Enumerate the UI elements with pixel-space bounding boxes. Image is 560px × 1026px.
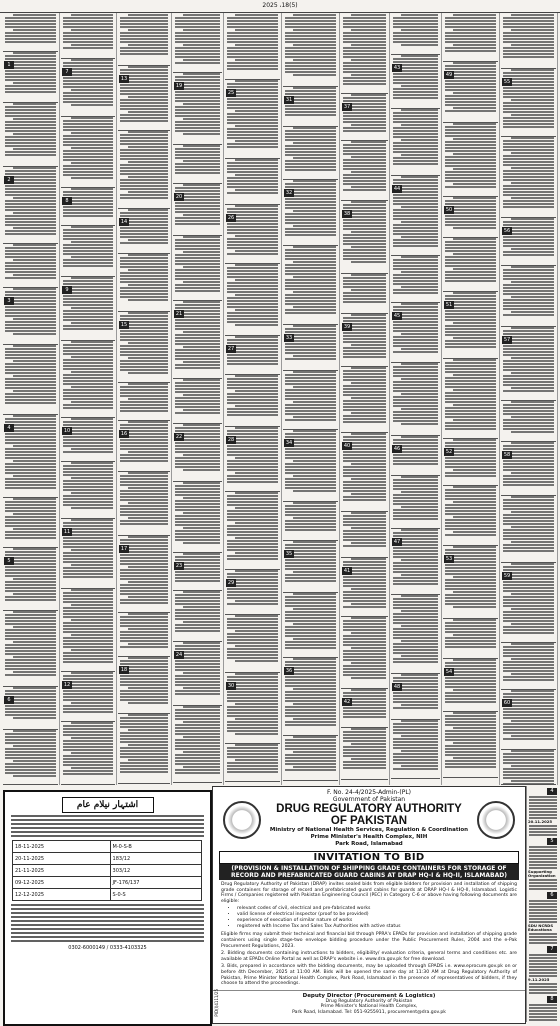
notice-number: 43 bbox=[393, 65, 401, 71]
notice-block bbox=[443, 196, 498, 238]
notice-block bbox=[341, 557, 388, 617]
notice-number: 14 bbox=[120, 219, 128, 225]
notice-block bbox=[283, 86, 338, 127]
notice-column bbox=[60, 13, 117, 785]
notice-block bbox=[443, 122, 498, 197]
notice-block bbox=[173, 590, 222, 642]
notice-block bbox=[225, 614, 280, 673]
notice-number: 60 bbox=[503, 700, 511, 706]
tender-para-eligible: Eligible firms may submit their technical and financial bid through PPRA's EPADs for provision and installation of shipping grade containers using single stage-two envelope bidding procedure under the Public Procurement Rules, 2004 and the e-Pak Procurement Regulations, 2023. bbox=[221, 932, 517, 949]
notice-block bbox=[225, 374, 280, 427]
notice-number: 54 bbox=[445, 669, 453, 675]
auction-date: 12-12-2025 bbox=[13, 889, 111, 901]
notice-block bbox=[501, 495, 556, 563]
notice-block bbox=[61, 116, 115, 188]
notice-block bbox=[341, 140, 388, 201]
notice-number: 11 bbox=[63, 529, 71, 535]
notice-number: 3 bbox=[4, 297, 14, 305]
notice-number: 9 bbox=[62, 286, 72, 294]
notice-block bbox=[341, 727, 388, 780]
notice-number: 29 bbox=[227, 580, 235, 586]
notice-block bbox=[391, 594, 440, 674]
notice-block bbox=[118, 713, 170, 784]
tender-road: Park Road, Islamabad bbox=[335, 841, 403, 847]
notice-block bbox=[3, 243, 58, 288]
tender-pid: PID(I)4111/25 bbox=[214, 989, 219, 1017]
notice-block bbox=[443, 438, 498, 486]
tender-bullet: • valid license of electrical inspector (proof to be provided) bbox=[237, 912, 525, 918]
notice-block bbox=[3, 610, 58, 687]
notice-number: 50 bbox=[445, 207, 453, 213]
tender-org-line2: OF PAKISTAN bbox=[330, 815, 408, 827]
notice-number: 21 bbox=[175, 311, 183, 317]
notice-column bbox=[500, 13, 558, 785]
notice-number: 20 bbox=[175, 194, 183, 200]
notice-block bbox=[118, 382, 170, 421]
notice-number: 19 bbox=[175, 83, 183, 89]
notice-number: 10 bbox=[63, 428, 71, 434]
notice-block bbox=[283, 126, 338, 180]
notice-block bbox=[283, 370, 338, 430]
notice-number: 24 bbox=[175, 652, 183, 658]
tender-complex: Prime Minister's Health Complex, NIH bbox=[310, 834, 428, 840]
notice-block bbox=[443, 237, 498, 292]
notice-number: 33 bbox=[285, 335, 293, 341]
auction-date: 09-12-2025 bbox=[13, 877, 111, 889]
notice-block bbox=[283, 13, 338, 87]
notice-column bbox=[390, 13, 442, 785]
notice-block bbox=[501, 441, 556, 496]
notice-number: 39 bbox=[343, 324, 351, 330]
notice-number: 25 bbox=[227, 90, 235, 96]
auction-row bbox=[13, 877, 202, 889]
notice-block bbox=[61, 187, 115, 226]
tender-contact-addr: Park Road, Islamabad. Tel: 051-9255911, procurement@dra.gov.pk bbox=[292, 1009, 446, 1015]
notice-block bbox=[61, 58, 115, 117]
notice-block bbox=[501, 749, 556, 785]
notice-block bbox=[118, 471, 170, 536]
notice-number: 48 bbox=[393, 684, 401, 690]
notice-number: 56 bbox=[503, 228, 511, 234]
notice-block bbox=[391, 362, 440, 436]
notice-number: 13 bbox=[120, 76, 128, 82]
tender-contact-title: Deputy Director (Procurement & Logistics) bbox=[213, 990, 525, 999]
pakistan-emblem-icon bbox=[477, 801, 515, 839]
notice-number: 22 bbox=[175, 434, 183, 440]
tender-subject: (PROVISION & INSTALLATION OF SHIPPING GRADE CONTAINERS FOR STORAGE OF RECORD AND PREFABRICATED GUARD CABINS AT DRAP HQ-I & HQ-II, ISLAMABAD) bbox=[219, 864, 519, 880]
notice-block bbox=[501, 400, 556, 442]
notice-block bbox=[443, 618, 498, 659]
notice-number: 4 bbox=[547, 788, 557, 795]
notice-block bbox=[225, 204, 280, 264]
notice-number: 45 bbox=[393, 313, 401, 319]
notice-block bbox=[341, 13, 388, 94]
notice-block bbox=[3, 102, 58, 167]
notice-block bbox=[283, 324, 338, 371]
notice-block bbox=[391, 108, 440, 176]
notice-block bbox=[225, 569, 280, 615]
notice-number: 55 bbox=[503, 79, 511, 85]
notice-block bbox=[341, 366, 388, 433]
auction-lot: JF-176/137 bbox=[110, 877, 201, 889]
notice-number: 5 bbox=[4, 557, 14, 565]
notice-block bbox=[173, 552, 222, 591]
notice-block bbox=[118, 253, 170, 312]
notice-number: 4 bbox=[4, 424, 14, 432]
notice-block bbox=[61, 588, 115, 672]
notice-number: 28 bbox=[227, 437, 235, 443]
notice-number: 8 bbox=[547, 996, 557, 1003]
notice-block bbox=[391, 54, 440, 109]
notice-block bbox=[173, 144, 222, 184]
drap-emblem-icon bbox=[223, 801, 261, 839]
notice-number: 32 bbox=[285, 190, 293, 196]
notice-block bbox=[173, 423, 222, 482]
notice-block bbox=[501, 642, 556, 690]
notice-block bbox=[173, 378, 222, 424]
auction-row bbox=[13, 865, 202, 877]
auction-date: 18-11-2025 bbox=[13, 841, 111, 853]
tender-org-line1: DRUG REGULATORY AUTHORITY bbox=[276, 803, 462, 815]
notice-number: 23 bbox=[175, 563, 183, 569]
notice-block bbox=[391, 255, 440, 303]
notice-block bbox=[501, 217, 556, 266]
notice-block bbox=[501, 13, 556, 69]
notice-column bbox=[172, 13, 224, 785]
notice-fragment: SDU NCRDS Educationa bbox=[528, 923, 554, 932]
notice-block bbox=[225, 335, 280, 375]
notice-number: 37 bbox=[343, 104, 351, 110]
notice-block bbox=[341, 313, 388, 367]
notice-number: 53 bbox=[445, 556, 453, 562]
notice-block bbox=[443, 711, 498, 778]
notice-number: 12 bbox=[63, 682, 71, 688]
notice-block bbox=[283, 735, 338, 781]
auction-row bbox=[13, 853, 202, 865]
drap-tender-ad bbox=[212, 786, 526, 1024]
notice-block bbox=[173, 481, 222, 553]
tender-heading: INVITATION TO BID bbox=[219, 851, 519, 864]
tender-contact-complex: Prime Minister's National Health Complex, bbox=[320, 1004, 418, 1010]
tender-ministry: Ministry of National Health Services, Regulation & Coordination bbox=[269, 827, 469, 833]
auction-title: اشتہار نیلام عام bbox=[62, 797, 154, 813]
notice-block bbox=[341, 93, 388, 141]
notice-block bbox=[341, 511, 388, 558]
notice-number: 15 bbox=[120, 322, 128, 328]
notice-block bbox=[173, 235, 222, 301]
notice-block bbox=[118, 13, 170, 66]
notice-block bbox=[391, 719, 440, 779]
notice-block bbox=[391, 475, 440, 529]
masthead-date: 2025 ،18(5) bbox=[0, 0, 560, 13]
notice-column bbox=[117, 13, 172, 785]
notice-block bbox=[443, 658, 498, 712]
notice-number: 31 bbox=[285, 97, 293, 103]
auction-lot: 183/12 bbox=[110, 853, 201, 865]
auction-date: 20-11-2025 bbox=[13, 853, 111, 865]
auction-lot: S-0-S bbox=[110, 889, 201, 901]
notice-block bbox=[225, 158, 280, 205]
notice-number: 38 bbox=[343, 211, 351, 217]
notice-block bbox=[3, 287, 58, 345]
notice-number: 5 bbox=[547, 838, 557, 845]
notice-block bbox=[283, 245, 338, 325]
auction-date: 21-11-2025 bbox=[13, 865, 111, 877]
tender-para2: 2. Bidding documents containing instructions to bidders, eligibility/ evaluation criteria, general terms and conditions etc. are available at EPADs Online Portal as well as DRAP's website i.e. www.dra.gov.pk for free download. bbox=[221, 951, 517, 962]
notice-block bbox=[341, 616, 388, 689]
auction-lot: 303/12 bbox=[110, 865, 201, 877]
notice-block bbox=[225, 743, 280, 782]
notice-number: 18 bbox=[120, 667, 128, 673]
notice-block bbox=[341, 688, 388, 728]
notice-block bbox=[3, 686, 58, 730]
notice-block bbox=[173, 705, 222, 783]
notices-grid bbox=[2, 13, 558, 785]
notice-block bbox=[443, 485, 498, 546]
notice-fragment: Supporting Organization bbox=[528, 869, 556, 878]
notice-fragment: 9.11.2025 bbox=[528, 977, 550, 982]
tender-bullets bbox=[237, 906, 525, 930]
tender-government: Government of Pakistan bbox=[332, 796, 406, 803]
notice-block bbox=[61, 721, 115, 785]
notice-number: 58 bbox=[503, 452, 511, 458]
notice-block bbox=[3, 729, 58, 785]
notice-block bbox=[118, 208, 170, 254]
notice-number: 6 bbox=[547, 892, 557, 899]
notice-block bbox=[118, 420, 170, 472]
notice-column bbox=[442, 13, 500, 785]
tender-bullet: • registered with Income Tax and Sales Tax Authorities with active status bbox=[237, 924, 525, 930]
notice-block bbox=[283, 540, 338, 593]
notice-block bbox=[61, 671, 115, 722]
notice-number: 44 bbox=[393, 186, 401, 192]
notice-block bbox=[3, 13, 58, 52]
notice-number: 34 bbox=[285, 440, 293, 446]
notice-block bbox=[225, 491, 280, 570]
tender-para1: Drug Regulatory Authority of Pakistan (DRAP) invites sealed bids from eligible bidders for provision and installation of shipping grade containers for storage of record and prefabricated guard cabins for guards at DRAP HQ-I & HQ-II, Islamabad. Logistic Firms / Companies registered with Pakistan Engineering Council (PEC) in Category C-6 or above having following documents are eligible: bbox=[221, 882, 517, 904]
notice-block bbox=[118, 612, 170, 657]
notice-block bbox=[391, 13, 440, 55]
notice-column bbox=[340, 13, 390, 785]
tender-ref: F. No. 24-4/2025-Admin-(PL) bbox=[326, 789, 412, 796]
notice-block bbox=[501, 265, 556, 327]
notice-block bbox=[391, 435, 440, 476]
notice-number: 16 bbox=[120, 431, 128, 437]
auction-row bbox=[13, 889, 202, 901]
notice-fragment: 20.11.2025 bbox=[528, 819, 553, 824]
notice-number: 49 bbox=[445, 72, 453, 78]
notice-block bbox=[3, 344, 58, 415]
notice-block bbox=[61, 417, 115, 462]
notice-block bbox=[283, 592, 338, 658]
auction-table bbox=[12, 840, 202, 901]
notice-block bbox=[443, 358, 498, 439]
notice-number: 7 bbox=[62, 68, 72, 76]
notice-number: 51 bbox=[445, 302, 453, 308]
right-notices-strip bbox=[526, 786, 559, 1022]
notice-number: 1 bbox=[4, 61, 14, 69]
notice-number: 59 bbox=[503, 573, 511, 579]
notice-block bbox=[118, 130, 170, 209]
notice-block bbox=[61, 340, 115, 418]
notice-number: 35 bbox=[285, 551, 293, 557]
notice-block bbox=[443, 13, 498, 62]
notice-number: 36 bbox=[285, 668, 293, 674]
auction-notice bbox=[3, 790, 212, 1026]
notice-block bbox=[391, 673, 440, 720]
notice-number: 57 bbox=[503, 337, 511, 343]
notice-number: 26 bbox=[227, 215, 235, 221]
notice-block bbox=[173, 183, 222, 236]
notice-block bbox=[225, 13, 280, 80]
notice-number: 46 bbox=[393, 446, 401, 452]
notice-number: 40 bbox=[343, 443, 351, 449]
notice-block bbox=[61, 225, 115, 277]
notice-block bbox=[225, 263, 280, 336]
notice-column bbox=[224, 13, 282, 785]
tender-bullet: • experience of execution of similar nature of works bbox=[237, 918, 525, 924]
tender-contact-org: Drug Regulatory Authority of Pakistan bbox=[325, 998, 413, 1004]
notice-column bbox=[2, 13, 60, 785]
notice-block bbox=[61, 13, 115, 59]
notice-number: 6 bbox=[4, 696, 14, 704]
notice-number: 52 bbox=[445, 449, 453, 455]
auction-lot: M-0-S-B bbox=[110, 841, 201, 853]
tender-bullet: • relevant codes of civil, electrical and pre-fabricated works bbox=[237, 906, 525, 912]
notice-block bbox=[3, 51, 58, 103]
notice-number: 47 bbox=[393, 539, 401, 545]
notice-block bbox=[3, 497, 58, 548]
notice-number: 2 bbox=[4, 176, 14, 184]
notice-block bbox=[341, 273, 388, 314]
notice-block bbox=[173, 13, 222, 73]
notice-block bbox=[283, 501, 338, 541]
notice-number: 8 bbox=[62, 197, 72, 205]
notice-block bbox=[61, 461, 115, 519]
notice-number: 42 bbox=[343, 699, 351, 705]
notice-number: 41 bbox=[343, 568, 351, 574]
notice-number: 17 bbox=[120, 546, 128, 552]
notice-number: 27 bbox=[227, 346, 235, 352]
notice-block bbox=[118, 656, 170, 714]
notice-number: 7 bbox=[547, 946, 557, 953]
tender-para3: 3. Bids, prepared in accordance with the bidding documents, may be uploaded through EPADS i.e. www.eprocure.gov.pk on or before 4th December, 2025 at 11:00 AM. Bids will be opened the same day at 11:30 AM at Drug Regulatory Authority of Pakistan, Prime Minister National Health Complex, Park Road, Islamabad in the presence of representatives of bidders, if they choose to attend the proceedings. bbox=[221, 964, 517, 987]
notice-column bbox=[282, 13, 340, 785]
auction-phone: 0302-6000149 / 0333-4103325 bbox=[68, 945, 147, 951]
auction-row bbox=[13, 841, 202, 853]
notice-number: 30 bbox=[227, 683, 235, 689]
notice-block bbox=[501, 136, 556, 218]
